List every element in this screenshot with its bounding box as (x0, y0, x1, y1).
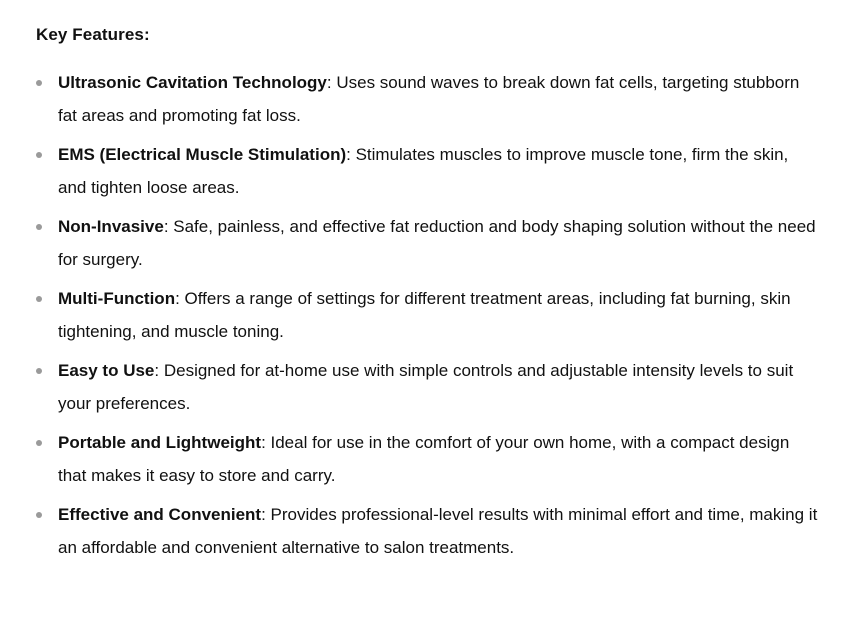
bullet-icon (36, 80, 42, 86)
bullet-icon (36, 224, 42, 230)
bullet-icon (36, 296, 42, 302)
feature-item (36, 498, 818, 564)
feature-list (36, 66, 817, 564)
feature-description: : Provides professional-level results with minimal effort and time, making it an affordable and convenient alternative to salon treatments. (58, 505, 818, 557)
bullet-icon (36, 368, 42, 374)
feature-item (36, 282, 818, 348)
feature-description: : Ideal for use in the comfort of your own home, with a compact design that makes it easy to store and carry. (58, 433, 790, 485)
bullet-icon (36, 152, 42, 158)
feature-item (36, 210, 818, 276)
feature-title: EMS (Electrical Muscle Stimulation) (58, 145, 347, 164)
feature-description: : Designed for at-home use with simple controls and adjustable intensity levels to suit your preferences. (58, 361, 794, 413)
feature-title: Multi-Function (58, 289, 176, 308)
feature-item (36, 354, 818, 420)
feature-description: : Offers a range of settings for different treatment areas, including fat burning, skin tightening, and muscle toning. (58, 289, 791, 341)
section-heading: Key Features: (36, 25, 150, 44)
bullet-icon (36, 440, 42, 446)
feature-title: Non-Invasive (58, 217, 164, 236)
feature-title: Effective and Convenient (58, 505, 262, 524)
feature-description: : Safe, painless, and effective fat reduction and body shaping solution without the need for surgery. (58, 217, 816, 269)
feature-item (36, 66, 818, 132)
feature-title: Portable and Lightweight (58, 433, 262, 452)
feature-description: : Uses sound waves to break down fat cells, targeting stubborn fat areas and promoting fat loss. (58, 73, 800, 125)
feature-title: Ultrasonic Cavitation Technology (58, 73, 327, 92)
feature-description: : Stimulates muscles to improve muscle tone, firm the skin, and tighten loose areas. (58, 145, 789, 197)
feature-item (36, 138, 818, 204)
feature-item (36, 426, 818, 492)
bullet-icon (36, 512, 42, 518)
feature-title: Easy to Use (58, 361, 155, 380)
